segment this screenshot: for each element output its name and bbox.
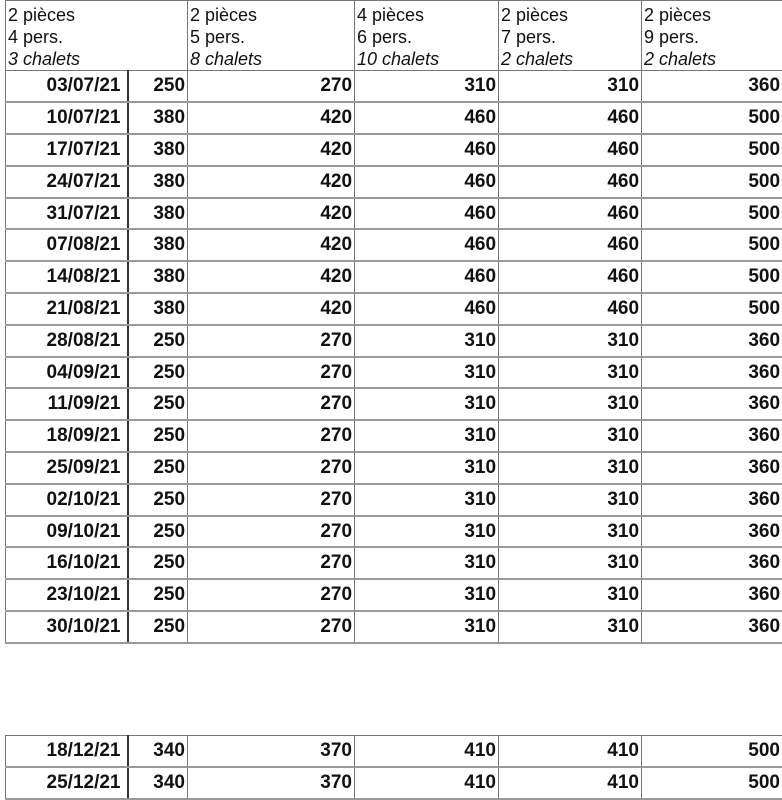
price-cell: 370 <box>188 767 355 799</box>
header-col-4 <box>499 1 642 71</box>
header-col-5 <box>642 1 782 71</box>
price-cell: 460 <box>355 229 499 261</box>
price-cell: 270 <box>188 325 355 357</box>
price-cell: 380 <box>128 102 188 134</box>
table-row <box>6 579 782 611</box>
price-cell: 420 <box>188 229 355 261</box>
table-row <box>6 516 782 548</box>
price-cell: 310 <box>355 579 499 611</box>
week-date-cell: 25/09/21 <box>6 452 128 484</box>
week-date-cell: 28/08/21 <box>6 325 128 357</box>
price-cell: 310 <box>355 388 499 420</box>
price-cell: 460 <box>499 293 642 325</box>
header-chalets: 8 chalets <box>190 48 352 70</box>
price-cell: 380 <box>128 229 188 261</box>
table-row <box>6 484 782 516</box>
price-cell: 380 <box>128 134 188 166</box>
week-date-cell: 25/12/21 <box>6 767 128 799</box>
price-cell: 500 <box>642 736 782 768</box>
table-row <box>6 71 782 103</box>
table-row <box>6 198 782 230</box>
week-date-cell: 11/09/21 <box>6 388 128 420</box>
header-persons: 4 pers. <box>8 26 185 48</box>
price-table-body <box>6 71 782 643</box>
week-date-cell: 30/10/21 <box>6 611 128 643</box>
price-cell: 310 <box>499 516 642 548</box>
header-col-1 <box>6 1 188 71</box>
table-row <box>6 261 782 293</box>
price-cell: 250 <box>128 388 188 420</box>
price-cell: 250 <box>128 484 188 516</box>
week-date-cell: 31/07/21 <box>6 198 128 230</box>
header-rooms: 2 pièces <box>501 4 639 26</box>
week-date-cell: 14/08/21 <box>6 261 128 293</box>
price-cell: 250 <box>128 516 188 548</box>
price-cell: 270 <box>188 71 355 103</box>
header-persons: 7 pers. <box>501 26 639 48</box>
price-cell: 460 <box>355 134 499 166</box>
table-row <box>6 325 782 357</box>
header-row <box>6 1 782 71</box>
week-date-cell: 16/10/21 <box>6 547 128 579</box>
price-cell: 310 <box>355 547 499 579</box>
price-cell: 310 <box>355 516 499 548</box>
price-cell: 360 <box>642 388 782 420</box>
price-cell: 420 <box>188 293 355 325</box>
price-cell: 270 <box>188 579 355 611</box>
table-row <box>6 293 782 325</box>
price-cell: 460 <box>355 293 499 325</box>
price-cell: 460 <box>499 134 642 166</box>
price-cell: 380 <box>128 293 188 325</box>
week-date-cell: 21/08/21 <box>6 293 128 325</box>
price-cell: 270 <box>188 388 355 420</box>
price-cell: 500 <box>642 229 782 261</box>
table-row <box>6 611 782 643</box>
header-chalets: 10 chalets <box>357 48 496 70</box>
week-date-cell: 23/10/21 <box>6 579 128 611</box>
price-cell: 270 <box>188 484 355 516</box>
price-cell: 460 <box>499 166 642 198</box>
table-row <box>6 452 782 484</box>
price-cell: 500 <box>642 102 782 134</box>
table-row <box>6 388 782 420</box>
week-date-cell: 24/07/21 <box>6 166 128 198</box>
price-cell: 310 <box>499 388 642 420</box>
price-cell: 340 <box>128 767 188 799</box>
price-cell: 420 <box>188 166 355 198</box>
price-cell: 420 <box>188 261 355 293</box>
price-cell: 410 <box>499 736 642 768</box>
price-cell: 310 <box>499 484 642 516</box>
week-date-cell: 10/07/21 <box>6 102 128 134</box>
week-date-cell: 18/09/21 <box>6 420 128 452</box>
holiday-price-table <box>5 735 782 800</box>
price-table <box>5 0 782 644</box>
header-chalets: 3 chalets <box>8 48 185 70</box>
price-cell: 310 <box>499 420 642 452</box>
table-row <box>6 229 782 261</box>
price-cell: 410 <box>355 767 499 799</box>
price-cell: 460 <box>355 261 499 293</box>
price-cell: 270 <box>188 547 355 579</box>
table-row <box>6 736 782 768</box>
price-cell: 250 <box>128 357 188 389</box>
price-cell: 360 <box>642 611 782 643</box>
table-row <box>6 767 782 799</box>
price-cell: 410 <box>355 736 499 768</box>
table-row <box>6 547 782 579</box>
price-cell: 410 <box>499 767 642 799</box>
week-date-cell: 09/10/21 <box>6 516 128 548</box>
price-cell: 380 <box>128 261 188 293</box>
price-cell: 460 <box>499 229 642 261</box>
price-cell: 250 <box>128 611 188 643</box>
price-cell: 270 <box>188 357 355 389</box>
price-cell: 460 <box>355 198 499 230</box>
price-cell: 360 <box>642 325 782 357</box>
price-cell: 420 <box>188 198 355 230</box>
price-cell: 310 <box>355 325 499 357</box>
header-chalets: 2 chalets <box>501 48 639 70</box>
price-cell: 270 <box>188 420 355 452</box>
price-cell: 310 <box>499 579 642 611</box>
price-cell: 250 <box>128 71 188 103</box>
header-col-3 <box>355 1 499 71</box>
week-date-cell: 07/08/21 <box>6 229 128 261</box>
table-row <box>6 357 782 389</box>
price-cell: 250 <box>128 579 188 611</box>
holiday-table-body <box>6 736 782 800</box>
price-cell: 460 <box>499 198 642 230</box>
price-cell: 500 <box>642 261 782 293</box>
table-row <box>6 166 782 198</box>
price-cell: 270 <box>188 611 355 643</box>
price-cell: 420 <box>188 134 355 166</box>
price-cell: 360 <box>642 357 782 389</box>
price-cell: 340 <box>128 736 188 768</box>
price-cell: 310 <box>355 452 499 484</box>
price-cell: 310 <box>499 611 642 643</box>
price-cell: 500 <box>642 198 782 230</box>
price-cell: 310 <box>499 325 642 357</box>
price-cell: 310 <box>355 357 499 389</box>
price-cell: 360 <box>642 71 782 103</box>
week-date-cell: 17/07/21 <box>6 134 128 166</box>
price-cell: 310 <box>499 357 642 389</box>
price-cell: 460 <box>499 261 642 293</box>
header-chalets: 2 chalets <box>644 48 780 70</box>
price-cell: 360 <box>642 579 782 611</box>
price-cell: 250 <box>128 420 188 452</box>
price-cell: 310 <box>499 547 642 579</box>
price-cell: 250 <box>128 547 188 579</box>
price-cell: 270 <box>188 452 355 484</box>
price-cell: 360 <box>642 452 782 484</box>
price-cell: 380 <box>128 166 188 198</box>
price-cell: 500 <box>642 293 782 325</box>
price-cell: 360 <box>642 547 782 579</box>
price-cell: 370 <box>188 736 355 768</box>
table-row <box>6 420 782 452</box>
price-cell: 380 <box>128 198 188 230</box>
header-col-2 <box>188 1 355 71</box>
price-cell: 360 <box>642 484 782 516</box>
price-cell: 460 <box>499 102 642 134</box>
price-cell: 310 <box>355 484 499 516</box>
price-cell: 250 <box>128 452 188 484</box>
header-rooms: 4 pièces <box>357 4 496 26</box>
price-cell: 310 <box>499 452 642 484</box>
price-cell: 310 <box>499 71 642 103</box>
header-persons: 9 pers. <box>644 26 780 48</box>
header-persons: 6 pers. <box>357 26 496 48</box>
price-cell: 500 <box>642 166 782 198</box>
price-cell: 460 <box>355 166 499 198</box>
week-date-cell: 02/10/21 <box>6 484 128 516</box>
price-cell: 500 <box>642 767 782 799</box>
header-persons: 5 pers. <box>190 26 352 48</box>
week-date-cell: 18/12/21 <box>6 736 128 768</box>
price-cell: 360 <box>642 516 782 548</box>
header-rooms: 2 pièces <box>8 4 185 26</box>
table-row <box>6 134 782 166</box>
week-date-cell: 03/07/21 <box>6 71 128 103</box>
header-rooms: 2 pièces <box>644 4 780 26</box>
header-rooms: 2 pièces <box>190 4 352 26</box>
price-cell: 310 <box>355 611 499 643</box>
price-cell: 250 <box>128 325 188 357</box>
price-cell: 270 <box>188 516 355 548</box>
price-cell: 500 <box>642 134 782 166</box>
price-cell: 310 <box>355 420 499 452</box>
price-cell: 460 <box>355 102 499 134</box>
table-row <box>6 102 782 134</box>
price-cell: 310 <box>355 71 499 103</box>
price-cell: 420 <box>188 102 355 134</box>
price-cell: 360 <box>642 420 782 452</box>
week-date-cell: 04/09/21 <box>6 357 128 389</box>
